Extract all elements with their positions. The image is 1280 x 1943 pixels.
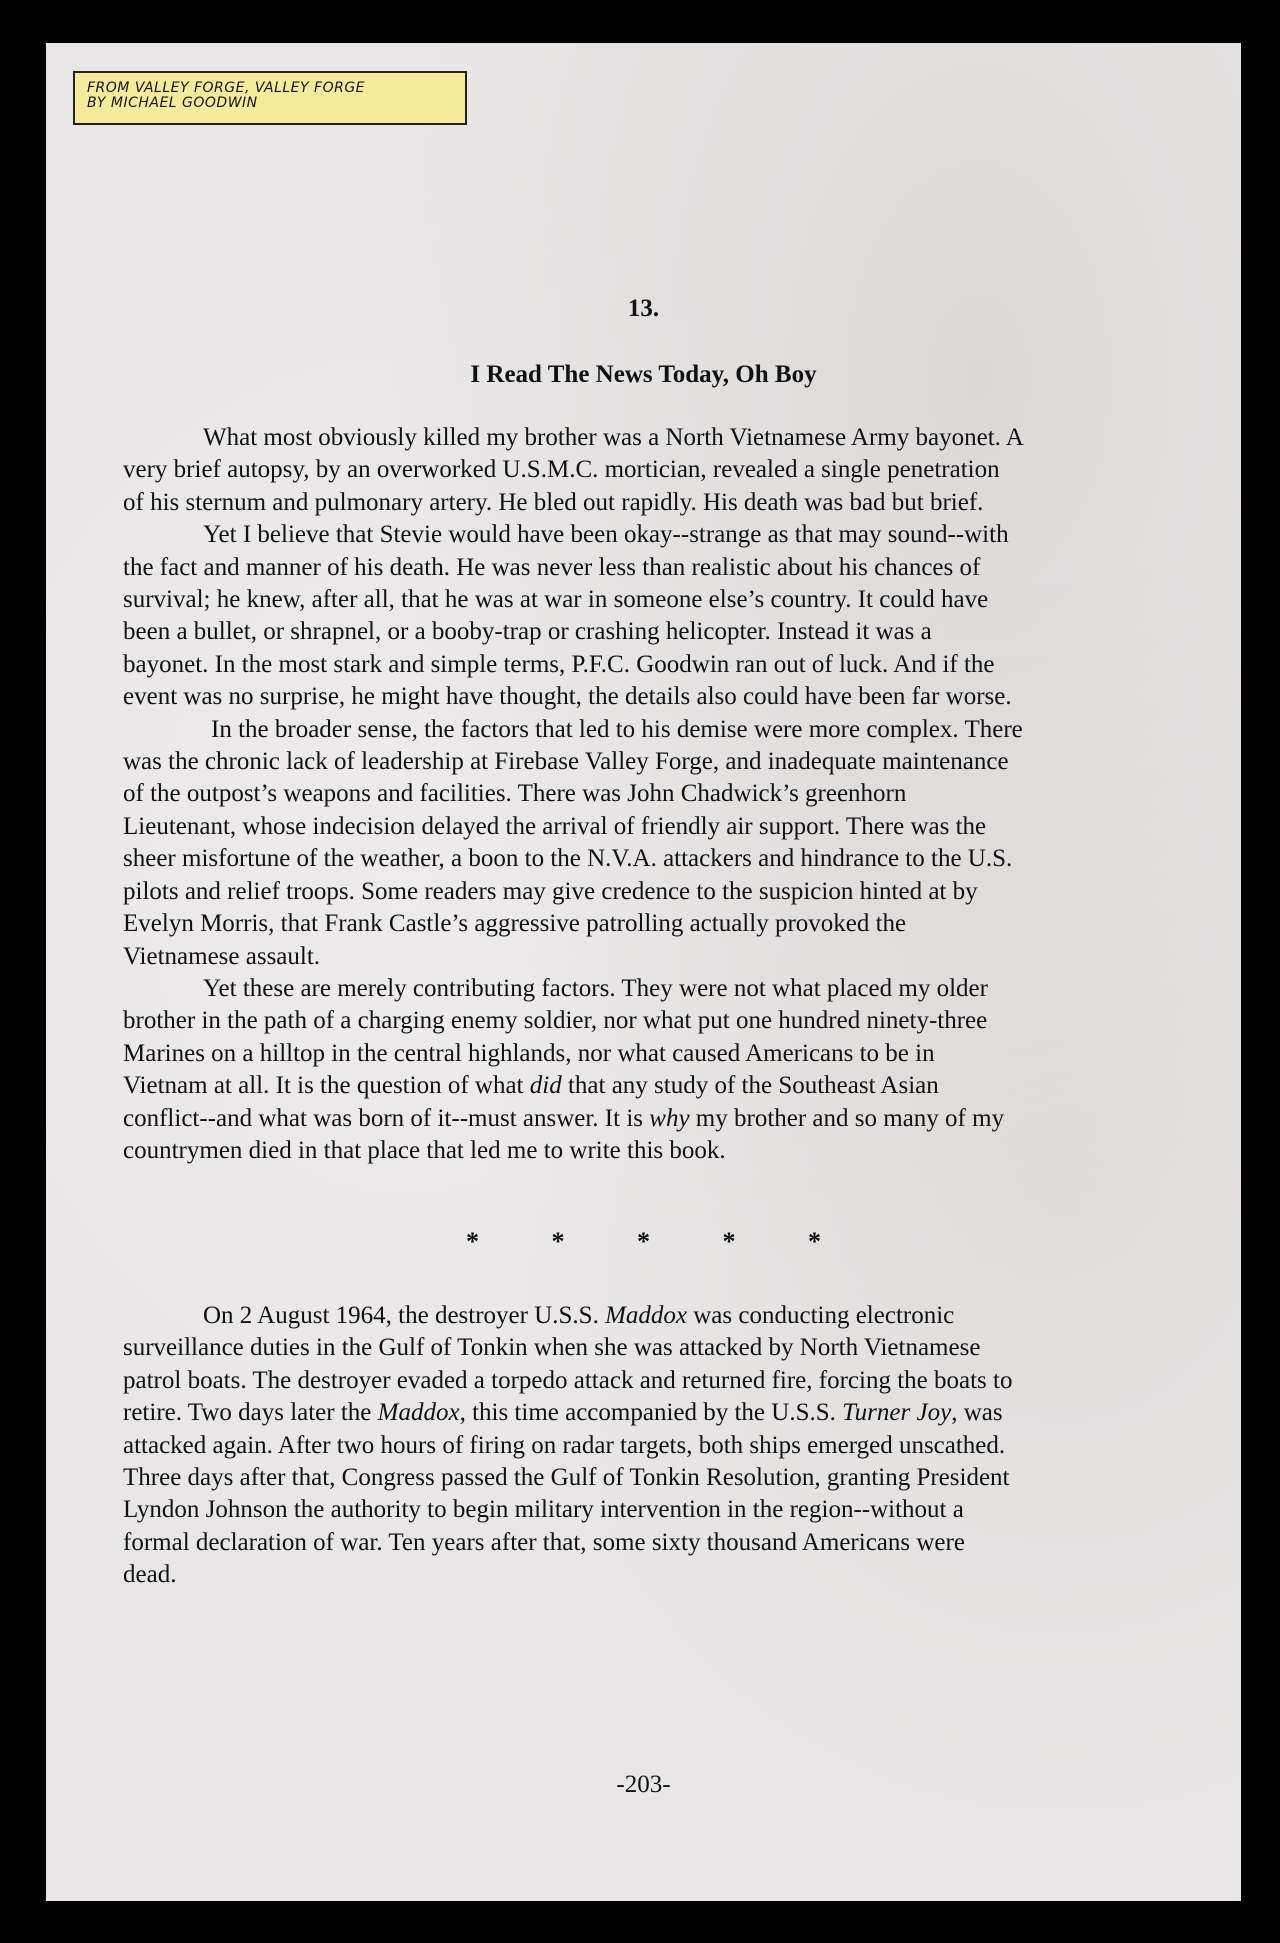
caption-source-title: FROM VALLEY FORGE, VALLEY FORGE	[87, 80, 366, 96]
text-fragment: that any study of the Southeast Asian	[561, 1072, 939, 1100]
text-line: of his sternum and pulmonary artery. He bled out rapidly. His death was bad but brief.	[123, 488, 984, 516]
text-line: surveillance duties in the Gulf of Tonkin when she was attacked by North Vietnamese	[123, 1334, 981, 1362]
text-line: attacked again. After two hours of firing on radar targets, both ships emerged unscathed.	[123, 1431, 1006, 1459]
text-line: What most obviously killed my brother was a North Vietnamese Army bayonet. A	[203, 424, 1024, 451]
text-fragment: , this time accompanied by the U.S.S.	[459, 1399, 843, 1427]
emphasis-text: Turner Joy	[842, 1399, 952, 1427]
separator-asterisk: *	[808, 1227, 821, 1256]
text-line	[123, 1103, 1203, 1135]
text-line: of the outpost’s weapons and facilities. There was John Chadwick’s greenhorn	[123, 780, 907, 808]
text-line: bayonet. In the most stark and simple terms, P.F.C. Goodwin ran out of luck. And if the	[123, 650, 995, 678]
text-line	[123, 1070, 1203, 1102]
text-fragment: my brother and so many of my	[689, 1104, 1005, 1132]
book-page	[46, 43, 1241, 1901]
text-fragment: was conducting electronic	[687, 1302, 955, 1329]
source-caption-box	[73, 71, 467, 125]
emphasis-text: Maddox	[605, 1302, 687, 1329]
separator-asterisk: *	[466, 1227, 479, 1256]
caption-author: BY MICHAEL GOODWIN	[87, 95, 258, 111]
text-line: In the broader sense, the factors that led to his demise were more complex. There	[211, 715, 1023, 743]
text-fragment: conflict--and what was born of it--must answer. It is	[123, 1104, 650, 1132]
section-two-text	[123, 1300, 1203, 1592]
chapter-number: 13.	[627, 295, 660, 322]
text-line: very brief autopsy, by an overworked U.S.M.C. mortician, revealed a single penetration	[123, 456, 1000, 484]
text-line: was the chronic lack of leadership at Firebase Valley Forge, and inadequate maintenance	[123, 748, 1009, 776]
text-line: dead.	[123, 1561, 177, 1589]
text-line: countrymen died in that place that led me to write this book.	[123, 1136, 726, 1164]
text-line: been a bullet, or shrapnel, or a booby-trap or crashing helicopter. Instead it was a	[123, 618, 932, 646]
text-fragment: retire. Two days later the	[123, 1399, 378, 1427]
emphasis-text: did	[529, 1072, 562, 1100]
text-line: the fact and manner of his death. He was never less than realistic about his chances of	[123, 553, 981, 581]
separator-asterisk: *	[722, 1227, 736, 1256]
text-line: Marines on a hilltop in the central highlands, nor what caused Americans to be in	[123, 1039, 935, 1067]
chapter-title: I Read The News Today, Oh Boy	[470, 361, 817, 388]
text-line: event was no surprise, he might have thought, the details also could have been far worse.	[123, 683, 1012, 711]
text-line: Lieutenant, whose indecision delayed the arrival of friendly air support. There was the	[123, 812, 987, 840]
page-number: -203-	[616, 1771, 671, 1798]
text-fragment: Vietnam at all. It is the question of what	[123, 1072, 530, 1100]
text-line: Yet I believe that Stevie would have been okay--strange as that may sound--with	[203, 521, 1009, 549]
section-one-text	[123, 422, 1203, 1167]
text-line	[123, 1300, 1203, 1332]
emphasis-text: why	[649, 1104, 690, 1132]
text-fragment: On 2 August 1964, the destroyer U.S.S.	[203, 1302, 606, 1329]
text-line: survival; he knew, after all, that he was at war in someone else’s country. It could have	[123, 586, 989, 614]
text-line: Yet these are merely contributing factors. They were not what placed my older	[203, 974, 988, 1002]
separator-asterisk: *	[637, 1227, 650, 1256]
emphasis-text: Maddox	[377, 1399, 460, 1427]
text-line: Vietnamese assault.	[123, 942, 321, 970]
text-line: Lyndon Johnson the authority to begin military intervention in the region--without a	[123, 1496, 964, 1524]
text-line	[123, 1397, 1203, 1429]
text-line: Three days after that, Congress passed the Gulf of Tonkin Resolution, granting President	[123, 1464, 1010, 1492]
text-line: patrol boats. The destroyer evaded a torpedo attack and returned fire, forcing the boats to	[123, 1366, 1013, 1394]
text-line: pilots and relief troops. Some readers may give credence to the suspicion hinted at by	[123, 877, 978, 905]
text-line: sheer misfortune of the weather, a boon to the N.V.A. attackers and hindrance to the U.S.	[123, 845, 1013, 873]
section-separator	[46, 1227, 1241, 1257]
text-line: formal declaration of war. Ten years after that, some sixty thousand Americans were	[123, 1528, 965, 1556]
text-line: brother in the path of a charging enemy soldier, nor what put one hundred ninety-three	[123, 1007, 988, 1035]
text-fragment: , was	[951, 1399, 1003, 1427]
text-line: Evelyn Morris, that Frank Castle’s aggressive patrolling actually provoked the	[123, 910, 907, 938]
separator-asterisk: *	[551, 1227, 565, 1256]
